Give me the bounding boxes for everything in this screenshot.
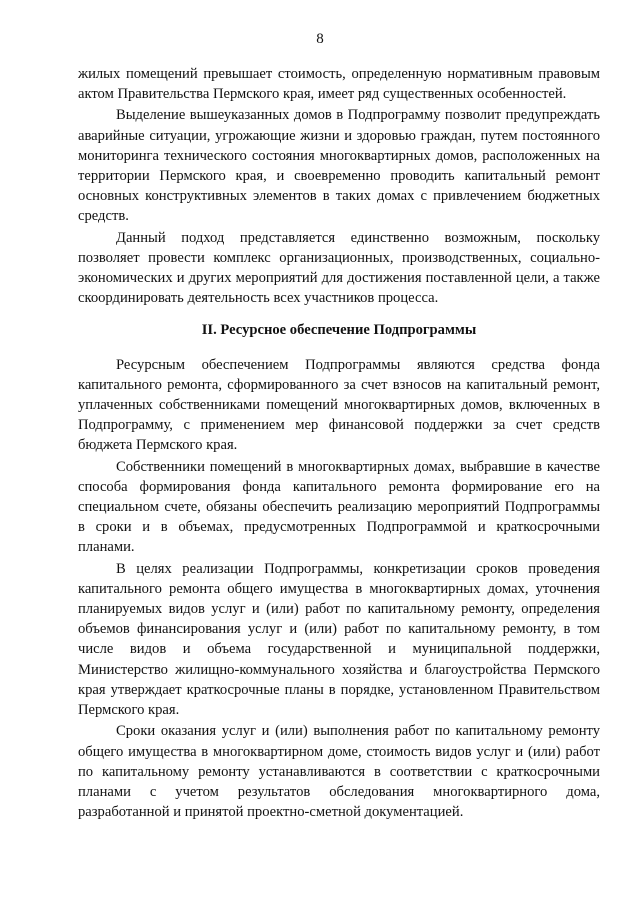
paragraph-resource-provision: Ресурсным обеспечением Подпрограммы являются средства фонда капитального ремонта, сформированного за счет взносов на капитальный ремонт, уплаченных собственниками помещений многоквартирных домов, включенных в Подпрограмму, с применением мер финансовой поддержки за счет средств бюджета Пермского края. xyxy=(78,356,600,454)
paragraph-continuation: жилых помещений превышает стоимость, определенную нормативным правовым актом Правительства Пермского края, имеет ряд существенных особенностей. xyxy=(78,66,600,103)
section-title: II. Ресурсное обеспечение Подпрограммы xyxy=(201,322,477,339)
paragraph-allocation: Выделение вышеуказанных домов в Подпрограмму позволит предупреждать аварийные ситуации, угрожающие жизни и здоровью граждан, путем постоянного мониторинга технического состояния многоквартирных домов, расположенных на территории Пермского края, и своевременно проводить капитальный ремонт основных конструктивных элементов в таких домах с привлечением бюджетных средств. xyxy=(78,107,600,225)
paragraph-short-term-plans: В целях реализации Подпрограммы, конкретизации сроков проведения капитального ремонта общего имущества в многоквартирных домах, уточнения планируемых видов услуг и (или) работ по капитальному ремонту, определения объемов финансирования услуг и (или) работ по капитальному ремонту, в том числе видов и объема государственной и муниципальной поддержки, Министерство жилищно-коммунального хозяйства и благоустройства Пермского края утверждает краткосрочные планы в порядке, установленном Правительством Пермского края. xyxy=(78,560,600,719)
paragraph-terms-and-cost: Сроки оказания услуг и (или) выполнения работ по капитальному ремонту общего имущества в многоквартирном доме, стоимость видов услуг и (или) работ по капитальному ремонту устанавливаются в соответствии с краткосрочными планами с учетом результатов обследования многоквартирного дома, разработанной и принятой проектно-сметной документацией. xyxy=(78,723,600,821)
paragraph-approach: Данный подход представляется единственно возможным, поскольку позволяет провести комплекс организационных, производственных, социально-экономических и других мероприятий для достижения поставленной цели, а также скоординировать деятельность всех участников процесса. xyxy=(78,229,600,307)
document-body xyxy=(78,64,600,822)
page-number: 8 xyxy=(316,31,324,47)
paragraph-owners-special-account: Собственники помещений в многоквартирных домах, выбравшие в качестве способа формирования фонда капитального ремонта формирование его на специальном счете, обязаны обеспечить реализацию мероприятий Подпрограммы в сроки и в объемах, предусмотренных Подпрограммой и краткосрочными планами. xyxy=(78,458,600,556)
